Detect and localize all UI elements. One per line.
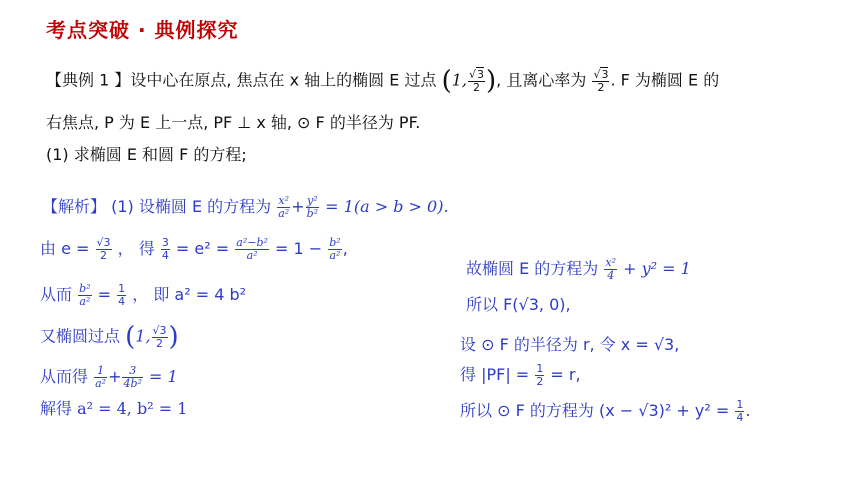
problem-line-1 (46, 66, 719, 96)
solution-line-6: 解得 a² = 4, b² = 1 (40, 399, 188, 418)
frac-a2b2: $\frac{\text{a²−b²}}{\text{a²}}$ (236, 236, 268, 262)
result-line-2: 所以 F(√3, 0), (466, 295, 571, 314)
point-x: 1, (451, 70, 467, 90)
eccentricity-fraction: $\frac{√3}{2}$ (593, 67, 609, 94)
right-paren-2: ) (168, 322, 179, 352)
result-line-4: 得 |PF| = $\frac{1}{2}$ = r, (460, 362, 581, 388)
section-title: 考点突破 · 典例探究 (46, 18, 239, 42)
frac-b2-a2: $\frac{\text{b²}}{\text{a²}}$ (329, 236, 341, 262)
left-paren-2: ( (125, 322, 136, 352)
frac-3-4b2: $\frac{3}{\text{4b²}}$ (123, 364, 142, 390)
solution-line-1: 【解析】 (1) 设椭圆 E 的方程为 $\frac{\text{x²}}{\text{a²}}$ + $\frac{\text{y²}}{\text{b²}}$ = 1(a > b > 0). (42, 194, 449, 220)
frac-x2-4: $\frac{\text{x²}}{4}$ (605, 256, 617, 282)
result-line-3: 设 ⊙ F 的半径为 r, 令 x = √3, (460, 335, 680, 354)
problem-text-1b: , 且离心率为 (496, 70, 587, 90)
frac-1-4: $\frac{1}{4}$ (118, 282, 126, 308)
frac-1-2: $\frac{1}{2}$ (536, 362, 544, 388)
example-label: 【典例 1 】 (46, 70, 131, 90)
problem-text-1a: 设中心在原点, 焦点在 x 轴上的椭圆 E 过点 (130, 70, 437, 90)
problem-text-1c: . F 为椭圆 E 的 (610, 70, 720, 90)
solution-line-3: 从而 $\frac{\text{b²}}{\text{a²}}$ = $\frac{1}{4}$ ， 即 a² = 4 b² (40, 282, 247, 308)
solution-line-2: 由 e = $\frac{√3}{2}$ ， 得 $\frac{3}{4}$ = e² = $\frac{\text{a²−b²}}{\text{a²}}$ = 1 − $\frac{\text{b²}}{\text{a²}}$ , (40, 236, 348, 262)
result-line-5: 所以 ⊙ F 的方程为 (x − √3)² + y² = $\frac{1}{4}$ . (460, 398, 751, 424)
frac-1-4-2: $\frac{1}{4}$ (736, 398, 744, 424)
problem-line-3: (1) 求椭圆 E 和圆 F 的方程; (46, 145, 247, 164)
frac-x2-a2: $\frac{\text{x²}}{\text{a²}}$ (278, 194, 290, 220)
solution-line-4: 又椭圆过点 (1, $\frac{√3}{2}$ ) (40, 322, 179, 352)
right-paren: ) (486, 66, 497, 96)
frac-sqrt3-2: $\frac{√3}{2}$ (152, 323, 167, 350)
frac-e: $\frac{√3}{2}$ (96, 236, 111, 262)
problem-line-2: 右焦点, P 为 E 上一点, PF ⊥ x 轴, ⊙ F 的半径为 PF. (46, 113, 421, 132)
result-line-1: 故椭圆 E 的方程为 $\frac{\text{x²}}{4}$ + y² = 1 (466, 256, 691, 282)
frac-b2-a2-2: $\frac{\text{b²}}{\text{a²}}$ (79, 282, 91, 308)
solution-label: 【解析】 (42, 197, 107, 216)
frac-1-a2: $\frac{1}{\text{a²}}$ (95, 364, 107, 390)
frac-y2-b2: $\frac{\text{y²}}{\text{b²}}$ (306, 194, 319, 220)
left-paren: ( (441, 66, 452, 96)
solution-text-1b: = 1(a > b > 0). (325, 197, 449, 216)
solution-line-5: 从而得 $\frac{1}{\text{a²}}$ + $\frac{3}{\text{4b²}}$ = 1 (40, 364, 178, 390)
solution-text-1a: (1) 设椭圆 E 的方程为 (111, 197, 272, 216)
point-y-fraction: $\frac{√3}{2}$ (468, 67, 484, 94)
frac-3-4: $\frac{3}{4}$ (161, 236, 169, 262)
